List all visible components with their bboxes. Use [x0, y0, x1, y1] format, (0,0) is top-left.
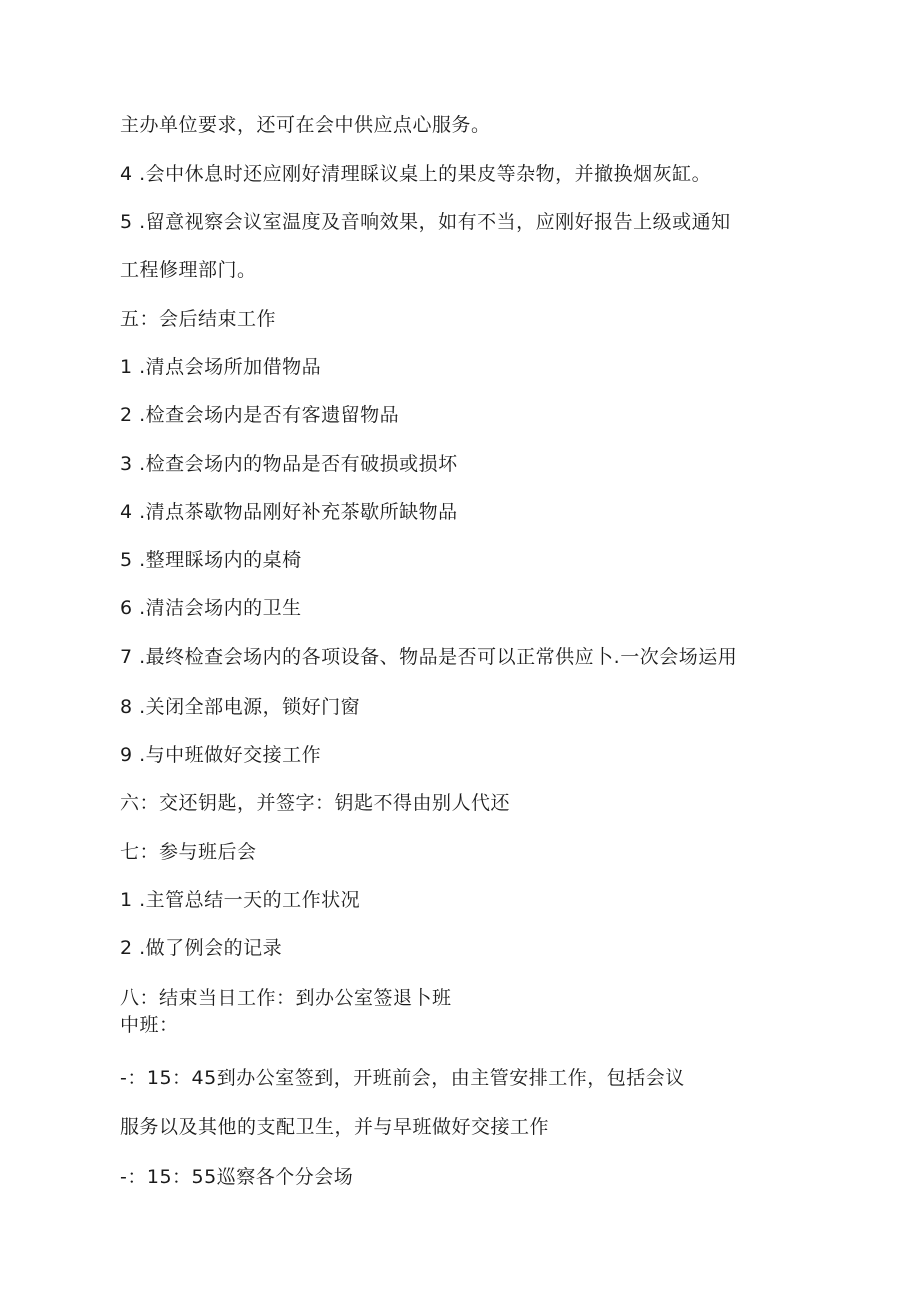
text-line: -：15：55巡察各个分会场: [120, 1166, 354, 1188]
list-item: 2 .检查会场内是否有客遗留物品: [120, 404, 400, 426]
section-heading: 七：参与班后会: [120, 841, 257, 863]
list-item: 1 .主管总结一天的工作状况: [120, 889, 361, 911]
list-item: 8 .关闭全部电源，锁好门窗: [120, 696, 361, 718]
section-heading: 中班：: [120, 1014, 179, 1036]
text-line: -：15：45到办公室签到，开班前会，由主管安排工作，包括会议: [120, 1067, 685, 1089]
section-heading: 八：结束当日工作：到办公室签退卜班: [120, 987, 452, 1009]
list-item: 9 .与中班做好交接工作: [120, 744, 322, 766]
text-line: 主办单位要求，还可在会中供应点心服务。: [120, 114, 491, 136]
text-line: 4 .会中休息时还应刚好清理睬议桌上的果皮等杂物，并撤换烟灰缸。: [120, 163, 712, 185]
list-item: 3 .检查会场内的物品是否有破损或损坏: [120, 453, 458, 475]
list-item: 2 .做了例会的记录: [120, 937, 283, 959]
text-line: 工程修理部门。: [120, 259, 257, 281]
section-heading: 五：会后结束工作: [120, 308, 277, 330]
list-item: 6 .清洁会场内的卫生: [120, 597, 302, 619]
section-heading: 六：交还钥匙，并签字：钥匙不得由别人代还: [120, 792, 511, 814]
text-line: 5 .留意视察会议室温度及音响效果，如有不当，应刚好报告上级或通知: [120, 211, 731, 233]
text-line: 服务以及其他的支配卫生，并与早班做好交接工作: [120, 1116, 550, 1138]
list-item: 7 .最终检查会场内的各项设备、物品是否可以正常供应卜.一次会场运用: [120, 646, 738, 668]
list-item: 4 .清点茶歇物品刚好补充茶歇所缺物品: [120, 501, 458, 523]
list-item: 5 .整理睬场内的桌椅: [120, 549, 302, 571]
list-item: 1 .清点会场所加借物品: [120, 356, 322, 378]
